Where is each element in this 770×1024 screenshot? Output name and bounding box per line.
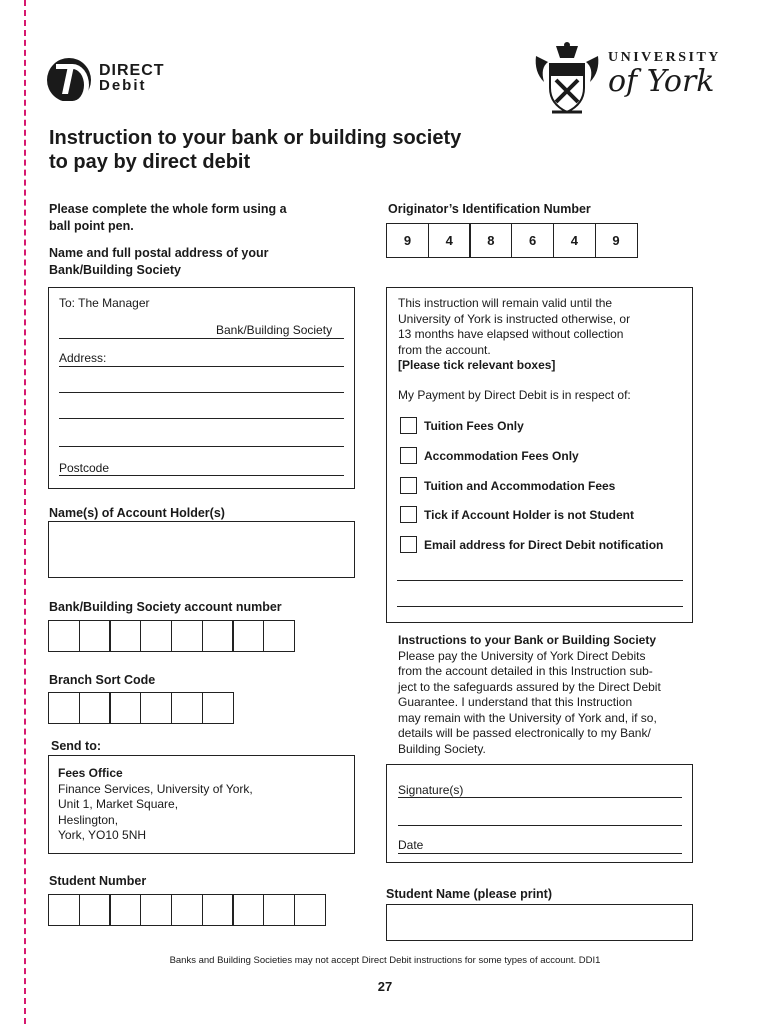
checkbox[interactable] bbox=[400, 536, 417, 553]
sort-code-digit-box[interactable] bbox=[140, 692, 172, 724]
sort-code-digit-box[interactable] bbox=[48, 692, 80, 724]
account-digit-box[interactable] bbox=[48, 620, 80, 652]
account-holder-label: Name(s) of Account Holder(s) bbox=[49, 506, 225, 520]
send-to-label: Send to: bbox=[51, 739, 101, 753]
originator-digit: 4 bbox=[553, 223, 596, 258]
student-number-label: Student Number bbox=[49, 874, 147, 888]
originator-digit: 8 bbox=[469, 223, 512, 258]
title-line2: to pay by direct debit bbox=[49, 151, 251, 173]
sort-code-field[interactable] bbox=[48, 692, 234, 724]
student-number-digit-box[interactable] bbox=[294, 894, 326, 926]
sort-code-digit-box[interactable] bbox=[202, 692, 234, 724]
form-instructions: Please complete the whole form using a ball point pen. bbox=[49, 202, 287, 233]
direct-debit-icon bbox=[47, 58, 91, 102]
student-number-digit-box[interactable] bbox=[202, 894, 234, 926]
option-tuition-only[interactable] bbox=[400, 417, 524, 434]
student-number-digit-box[interactable] bbox=[48, 894, 80, 926]
account-digit-box[interactable] bbox=[232, 620, 264, 652]
bank-instructions: Instructions to your Bank or Building Society Please pay the University of York Direct Debits from the account detailed in this Instruction sub- ject to the safeguards assured by the Direct Debit Guarantee. I understand that this Instruction may remain with the University of York and, if so, details will be passed electronically to my Bank/ Building Society. bbox=[398, 633, 693, 757]
originator-digit: 4 bbox=[428, 223, 471, 258]
email-line-2[interactable] bbox=[397, 606, 683, 607]
option-not-student[interactable] bbox=[400, 506, 634, 523]
student-name-field[interactable] bbox=[386, 904, 693, 941]
originator-id-label: Originator’s Identification Number bbox=[388, 202, 591, 216]
university-crest-icon bbox=[532, 42, 602, 116]
to-manager-label: To: The Manager bbox=[59, 296, 150, 310]
account-number-label: Bank/Building Society account number bbox=[49, 600, 282, 614]
validity-text: This instruction will remain valid until the University of York is instructed otherwise, or 13 months have elapsed without collection from the account. [Please tick relevant boxes] bbox=[398, 296, 688, 374]
option-label: Email address for Direct Debit notification bbox=[424, 537, 664, 552]
student-name-label: Student Name (please print) bbox=[386, 887, 552, 901]
bank-suffix-label: Bank/Building Society bbox=[216, 323, 333, 337]
address-line-2[interactable] bbox=[59, 392, 344, 393]
signature-box bbox=[386, 764, 693, 863]
sort-code-digit-box[interactable] bbox=[109, 692, 141, 724]
send-to-line: York, YO10 5NH bbox=[58, 828, 147, 842]
date-line[interactable] bbox=[398, 853, 682, 854]
account-digit-box[interactable] bbox=[202, 620, 234, 652]
checkbox[interactable] bbox=[400, 477, 417, 494]
university-logo-line2: of York bbox=[608, 64, 715, 99]
bank-address-box[interactable] bbox=[48, 287, 355, 489]
send-to-line: Finance Services, University of York, bbox=[58, 781, 253, 796]
tick-note: [Please tick relevant boxes] bbox=[398, 358, 556, 372]
originator-id-number bbox=[386, 223, 638, 258]
fees-office-heading: Fees Office bbox=[58, 766, 123, 780]
direct-debit-logo bbox=[47, 58, 192, 104]
checkbox[interactable] bbox=[400, 417, 417, 434]
sort-code-label: Branch Sort Code bbox=[49, 673, 156, 687]
date-label: Date bbox=[398, 838, 424, 852]
postcode-line[interactable] bbox=[59, 475, 344, 476]
address-label: Address: bbox=[59, 351, 107, 365]
checkbox[interactable] bbox=[400, 506, 417, 523]
page-number: 27 bbox=[377, 979, 393, 994]
account-number-field[interactable] bbox=[48, 620, 295, 652]
option-label: Tick if Account Holder is not Student bbox=[424, 507, 635, 522]
footer-note: Banks and Building Societies may not accept Direct Debit instructions for some types of account. DDI1 bbox=[169, 955, 601, 966]
option-label: Tuition Fees Only bbox=[424, 418, 524, 433]
signature-line-2[interactable] bbox=[398, 825, 682, 826]
student-number-digit-box[interactable] bbox=[140, 894, 172, 926]
student-number-digit-box[interactable] bbox=[263, 894, 295, 926]
account-digit-box[interactable] bbox=[140, 620, 172, 652]
university-of-york-logo bbox=[608, 50, 726, 106]
account-digit-box[interactable] bbox=[263, 620, 295, 652]
postcode-label: Postcode bbox=[59, 461, 110, 475]
account-digit-box[interactable] bbox=[109, 620, 141, 652]
send-to-line: Unit 1, Market Square, bbox=[58, 797, 179, 811]
email-line-1[interactable] bbox=[397, 580, 683, 581]
account-digit-box[interactable] bbox=[171, 620, 203, 652]
send-to-address bbox=[48, 755, 355, 854]
address-line-1[interactable] bbox=[59, 366, 344, 367]
option-label: Accommodation Fees Only bbox=[424, 448, 579, 463]
send-to-line: Heslington, bbox=[58, 812, 119, 827]
bank-name-label: Name and full postal address of your Bank/Building Society bbox=[49, 246, 269, 277]
originator-digit: 9 bbox=[595, 223, 638, 258]
payment-respect-label: My Payment by Direct Debit is in respect of: bbox=[398, 388, 631, 402]
originator-digit: 9 bbox=[386, 223, 429, 258]
signature-line-1[interactable] bbox=[398, 797, 682, 798]
university-logo-line1: UNIVERSITY bbox=[608, 50, 721, 65]
bank-name-line[interactable] bbox=[59, 338, 344, 339]
checkbox[interactable] bbox=[400, 447, 417, 464]
student-number-field[interactable] bbox=[48, 894, 326, 926]
perforation-line bbox=[24, 0, 26, 1024]
account-holder-field[interactable] bbox=[48, 521, 355, 578]
option-tuition-and-accommodation[interactable] bbox=[400, 477, 615, 494]
student-number-digit-box[interactable] bbox=[109, 894, 141, 926]
originator-digit: 6 bbox=[511, 223, 554, 258]
bank-instructions-heading: Instructions to your Bank or Building Society bbox=[398, 633, 657, 647]
student-number-digit-box[interactable] bbox=[232, 894, 264, 926]
sort-code-digit-box[interactable] bbox=[79, 692, 111, 724]
title-line1: Instruction to your bank or building society bbox=[49, 127, 462, 149]
sort-code-digit-box[interactable] bbox=[171, 692, 203, 724]
direct-debit-logo-line1: DIRECT bbox=[99, 62, 165, 79]
account-digit-box[interactable] bbox=[79, 620, 111, 652]
address-line-4[interactable] bbox=[59, 446, 344, 447]
option-accommodation-only[interactable] bbox=[400, 447, 579, 464]
option-label: Tuition and Accommodation Fees bbox=[424, 478, 616, 493]
option-email-notification[interactable] bbox=[400, 536, 663, 553]
signature-label: Signature(s) bbox=[398, 783, 464, 797]
student-number-digit-box[interactable] bbox=[79, 894, 111, 926]
student-number-digit-box[interactable] bbox=[171, 894, 203, 926]
address-line-3[interactable] bbox=[59, 418, 344, 419]
direct-debit-logo-line2: Debit bbox=[99, 77, 147, 94]
page-title bbox=[49, 126, 519, 174]
